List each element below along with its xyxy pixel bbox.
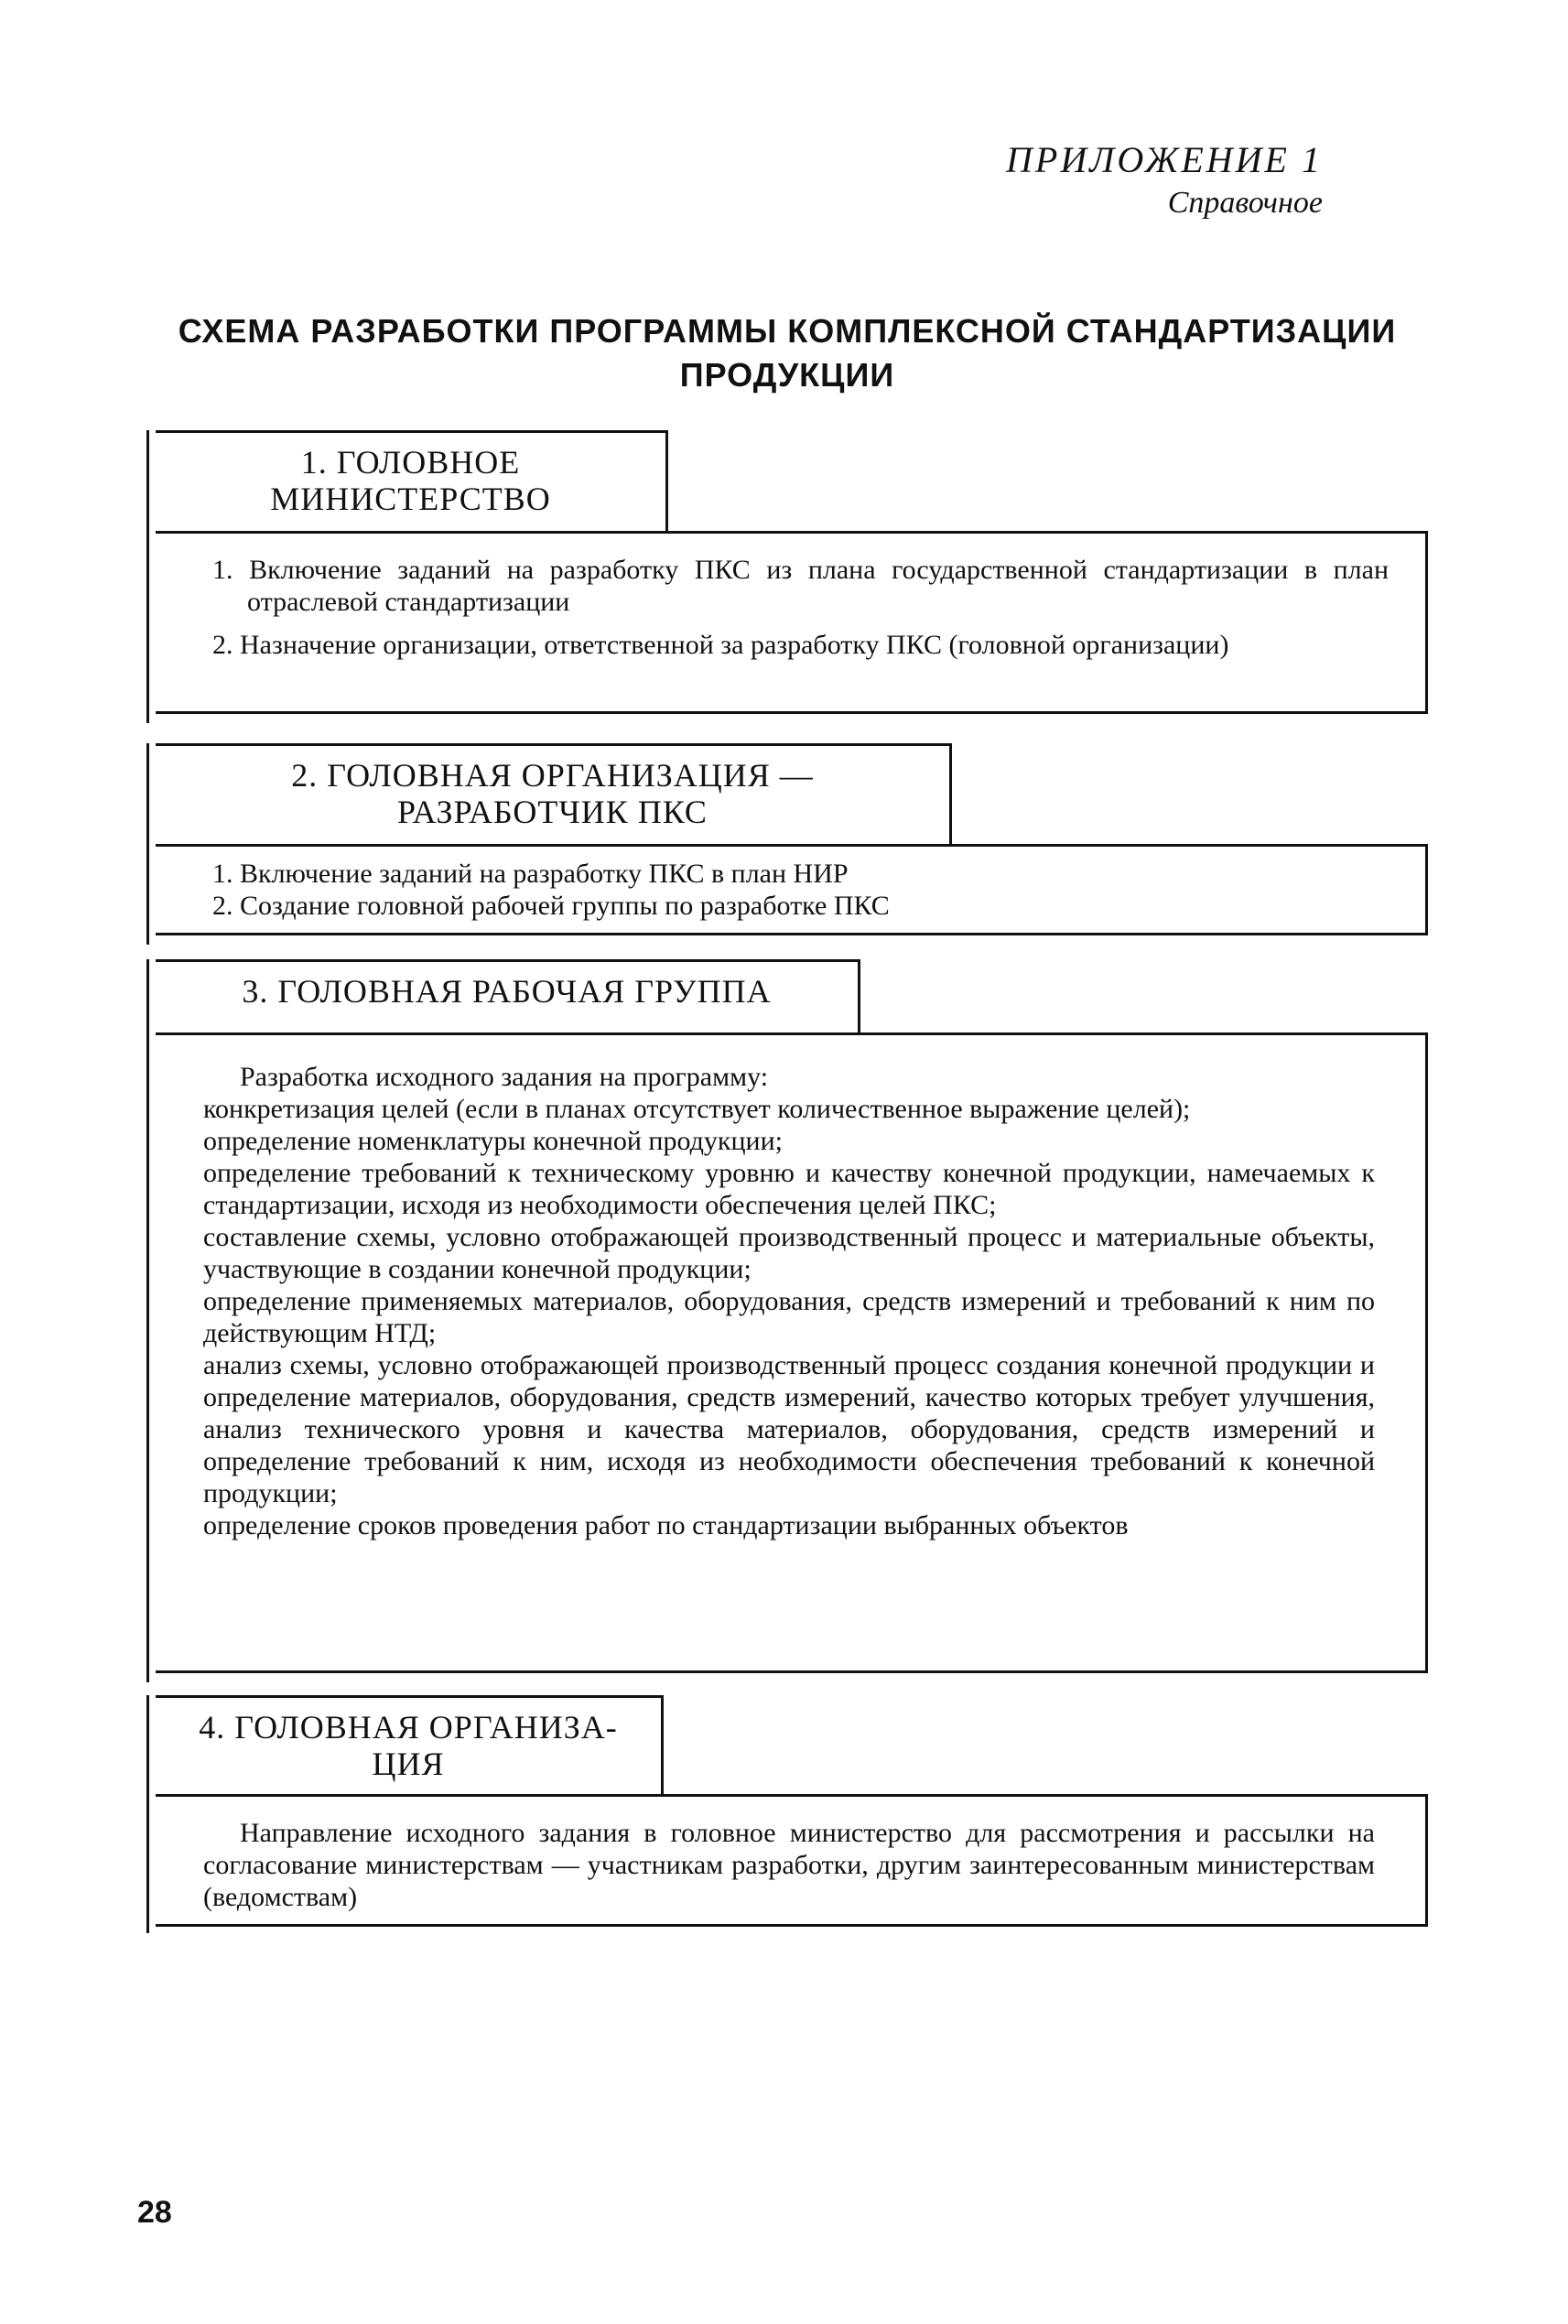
stage-4-heading-line-1: 4. ГОЛОВНАЯ ОРГАНИЗА- <box>199 1709 618 1746</box>
document-title <box>137 309 1437 397</box>
appendix-header <box>1006 137 1323 223</box>
stage-2-content <box>156 844 1428 935</box>
stage-3-paragraph-5: определение применяемых материалов, оборудования, средств измерений и требований к ним по действующим НТД; <box>203 1286 1375 1348</box>
stage-1-heading-line-2: МИНИСТЕРСТВО <box>270 481 551 517</box>
stage-3-paragraph-3: определение требований к техническому уровню и качеству конечной продукции, намечаемых к стандартизации, исходя из необходимости обеспечения целей ПКС; <box>203 1158 1375 1220</box>
stage-1-content <box>156 531 1428 714</box>
stage-3-paragraph-1: конкретизация целей (если в планах отсутствует количественное выражение целей); <box>203 1094 1191 1124</box>
stage-1-heading-line-1: 1. ГОЛОВНОЕ <box>300 444 521 481</box>
stage-3-paragraph-2: определение номенклатуры конечной продукции; <box>203 1126 783 1156</box>
stage-2-heading-box <box>156 743 952 844</box>
stage-4-content <box>156 1794 1428 1927</box>
stage-4-text: Направление исходного задания в головное министерство для рассмотрения и рассылки на согласование министерствам — участникам разработки, другим заинтересованным министерствам (ведомствам) <box>203 1818 1375 1912</box>
stage-2-heading-line-2: РАЗРАБОТЧИК ПКС <box>397 794 708 830</box>
stage-2-item-1: 1. Включение заданий на разработку ПКС в план НИР <box>212 859 849 889</box>
stage-4 <box>146 1695 1428 1933</box>
appendix-subtitle: Справочное <box>1167 186 1323 220</box>
stage-1 <box>146 430 1428 723</box>
stage-4-left-border <box>146 1695 149 1933</box>
stage-4-heading-line-2: ЦИЯ <box>372 1746 445 1782</box>
stage-3-paragraph-7: определение сроков проведения работ по стандартизации выбранных объектов <box>203 1510 1129 1540</box>
stage-4-heading-box <box>156 1695 664 1794</box>
stage-1-left-border <box>146 430 149 723</box>
stage-2-item-2: 2. Создание головной рабочей группы по разработке ПКС <box>212 891 890 921</box>
stage-3-left-border <box>146 959 149 1682</box>
stage-2-left-border <box>146 743 149 945</box>
stage-1-heading-box <box>156 430 668 531</box>
stage-3-paragraph-6: анализ схемы, условно отображающей производственный процесс создания конечной продукции и определение материалов, оборудования, средств измерений, качество которых требует улучшения, анализ технического уровня и качества материалов, оборудования, средств измерений и определение требований к ним, исходя из необходимости обеспечения требований к конечной продукции; <box>203 1350 1375 1508</box>
stage-3-intro: Разработка исходного задания на программу: <box>240 1062 769 1092</box>
document-title-line-2: ПРОДУКЦИИ <box>679 356 895 394</box>
document-title-line-1: СХЕМА РАЗРАБОТКИ ПРОГРАММЫ КОМПЛЕКСНОЙ СТАНДАРТИЗАЦИИ <box>178 312 1397 350</box>
stage-1-item-2: 2. Назначение организации, ответственной за разработку ПКС (головной организации) <box>212 630 1229 660</box>
stage-3-heading-box <box>156 959 860 1032</box>
appendix-title: ПРИЛОЖЕНИЕ 1 <box>1006 139 1323 180</box>
stage-3-content <box>156 1032 1428 1673</box>
stage-3-paragraph-4: составление схемы, условно отображающей производственный процесс и материальные объекты, участвующие в создании конечной продукции; <box>203 1222 1375 1284</box>
stage-1-item-1: 1. Включение заданий на разработку ПКС из плана государственной стандартизации в план отраслевой стандартизации <box>212 555 1389 617</box>
stage-2-heading-line-1: 2. ГОЛОВНАЯ ОРГАНИЗАЦИЯ — <box>291 757 814 794</box>
stage-3-heading-line-1: 3. ГОЛОВНАЯ РАБОЧАЯ ГРУППА <box>242 973 772 1010</box>
stage-2 <box>146 743 1428 945</box>
stage-3 <box>146 959 1428 1682</box>
page-number: 28 <box>137 2195 172 2230</box>
